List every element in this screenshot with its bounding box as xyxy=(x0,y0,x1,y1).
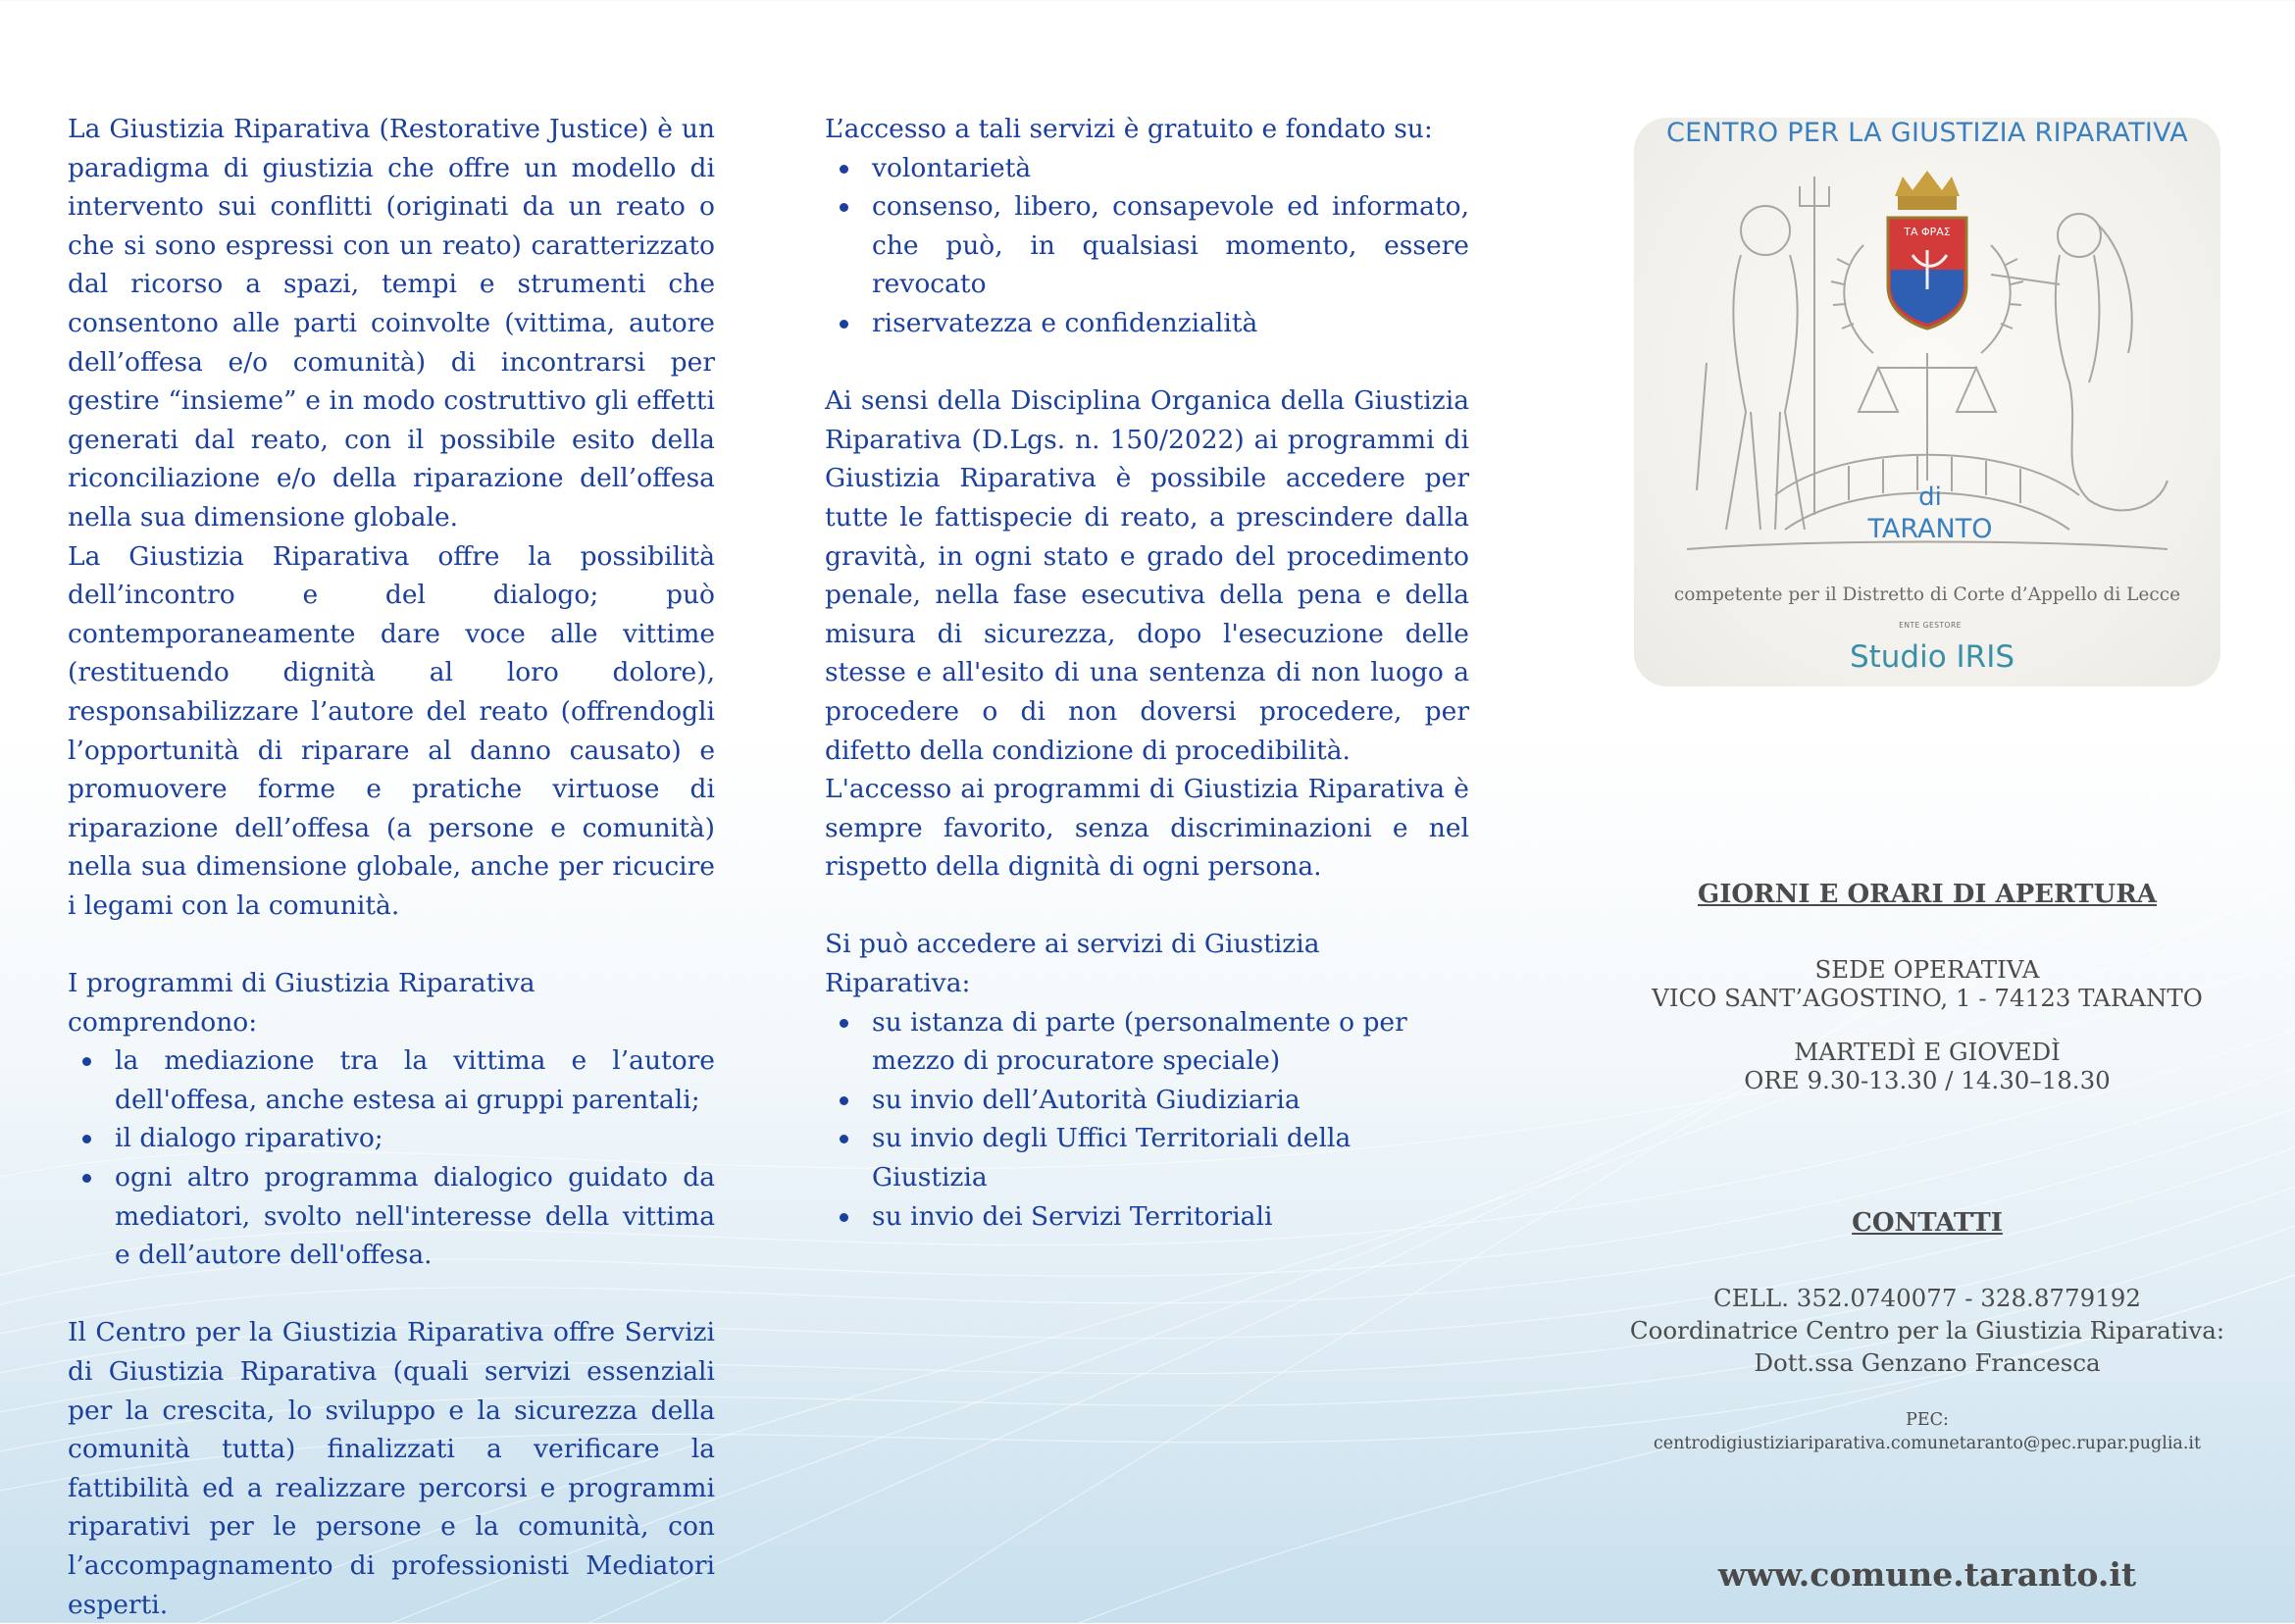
access-list xyxy=(825,149,1469,343)
programs-list xyxy=(68,1041,715,1275)
list-item: su invio dell’Autorità Giudiziaria xyxy=(825,1081,1469,1120)
address: VICO SANT’AGOSTINO, 1 - 74123 TARANTO xyxy=(1652,984,2203,1012)
pec-label: PEC: xyxy=(1906,1410,1949,1430)
access-intro: L’accesso a tali servizi è gratuito e fondato su: xyxy=(825,114,1433,144)
svg-text:ΤΑ ΦΡΑΣ: ΤΑ ΦΡΑΣ xyxy=(1904,226,1951,238)
logo-di: di xyxy=(1918,482,1942,512)
intro-paragraph: La Giustizia Riparativa (Restorative Justice) è un paradigma di giustizia che offre un modello di intervento sui conflitti (originati da un reato o che si sono espressi con un reato) caratterizzato dal ricorso a spazi, tempi e strumenti che consentono alle parti coinvolte (vittima, autore dell’offesa e/o comunità) di incontrarsi per gestire “insieme” e in modo costruttivo gli effetti generati dal reato, con il possibile esito della riconciliazione e/o della riparazione dell’offesa nella sua dimensione globale. xyxy=(68,114,715,533)
coordinator-label: Coordinatrice Centro per la Giustizia Riparativa: xyxy=(1629,1316,2225,1345)
list-item: consenso, libero, consapevole ed informato, che può, in qualsiasi momento, essere revocato xyxy=(825,187,1469,304)
opening-days: MARTEDÌ E GIOVEDÌ xyxy=(1794,1038,2061,1066)
logo-ente: ENTE GESTORE xyxy=(1899,621,1962,630)
programs-intro: I programmi di Giustizia Riparativa comprendono: xyxy=(68,968,536,1038)
logo-competence: competente per il Distretto di Corte d’Appello di Lecce xyxy=(1673,584,2181,605)
list-item: la mediazione tra la vittima e l’autore dell'offesa, anche estesa ai gruppi parentali; xyxy=(68,1041,715,1119)
studio-iris-logo: Studio IRIS xyxy=(1849,639,2015,675)
column-left xyxy=(68,110,715,1624)
coordinator-name: Dott.ssa Genzano Francesca xyxy=(1754,1348,2101,1377)
sede-label: SEDE OPERATIVA xyxy=(1814,955,2040,984)
opening-hours: ORE 9.30-13.30 / 14.30–18.30 xyxy=(1744,1066,2111,1094)
column-middle xyxy=(825,110,1469,1236)
hours-heading: GIORNI E ORARI DI APERTURA xyxy=(1698,880,2157,909)
pec-email[interactable]: centrodigiustiziariparativa.comunetaranto@pec.rupar.puglia.it xyxy=(1653,1434,2202,1453)
access-paragraph: L'accesso ai programmi di Giustizia Riparativa è sempre favorito, senza discriminazioni e nel rispetto della dignità di ogni persona. xyxy=(825,774,1469,883)
possibility-paragraph: La Giustizia Riparativa offre la possibilità dell’incontro e del dialogo; può contemporaneamente dare voce alle vittime (restituendo dignità al loro dolore), responsabilizzare l’autore del reato (offrendogli l’opportunità di riparare al danno causato) e promuovere forme e pratiche virtuose di riparazione dell’offesa (a persone e comunità) nella sua dimensione globale, anche per ricucire i legami con la comunità. xyxy=(68,540,715,921)
logo-city: TARANTO xyxy=(1867,514,1993,544)
logo-title: CENTRO PER LA GIUSTIZIA RIPARATIVA xyxy=(1665,118,2188,148)
ways-intro: Si può accedere ai servizi di Giustizia Riparativa: xyxy=(825,929,1320,999)
law-paragraph: Ai sensi della Disciplina Organica della Giustizia Riparativa (D.Lgs. n. 150/2022) ai programmi di Giustizia Riparativa è possibile accedere per tutte le fattispecie di reato, a prescindere dalla gravità, in ogni stato e grado del procedimento penale, nella fase esecutiva della pena e della misura di sicurezza, dopo l'esecuzione delle stesse e all'esito di una sentenza di non luogo a procedere o di non doversi procedere, per difetto della condizione di procedibilità. xyxy=(825,385,1469,766)
contacts-heading: CONTATTI xyxy=(1852,1208,2003,1238)
list-item: volontarietà xyxy=(825,149,1469,188)
crest-icon xyxy=(1888,218,1966,329)
website-link[interactable]: www.comune.taranto.it xyxy=(1717,1555,2137,1594)
list-item: ogni altro programma dialogico guidato da mediatori, svolto nell'interesse della vittima e dell’autore dell'offesa. xyxy=(68,1158,715,1275)
services-paragraph: Il Centro per la Giustizia Riparativa offre Servizi di Giustizia Riparativa (quali servizi essenziali per la crescita, lo sviluppo e la sicurezza della comunità tutta) finalizzati a verificare la fattibilità ed a realizzare percorsi e programmi riparativi per le persone e la comunità, con l’accompagnamento di professionisti Mediatori esperti. xyxy=(68,1317,715,1620)
ways-list xyxy=(825,1003,1469,1237)
list-item: su invio dei Servizi Territoriali xyxy=(825,1197,1469,1237)
list-item: su istanza di parte (personalmente o per mezzo di procuratore speciale) xyxy=(825,1003,1469,1081)
list-item: riservatezza e confidenzialità xyxy=(825,304,1469,343)
crown-icon xyxy=(1895,171,1960,210)
phone-numbers: CELL. 352.0740077 - 328.8779192 xyxy=(1713,1284,2141,1312)
list-item: su invio degli Uffici Territoriali della Giustizia xyxy=(825,1119,1469,1196)
list-item: il dialogo riparativo; xyxy=(68,1119,715,1158)
